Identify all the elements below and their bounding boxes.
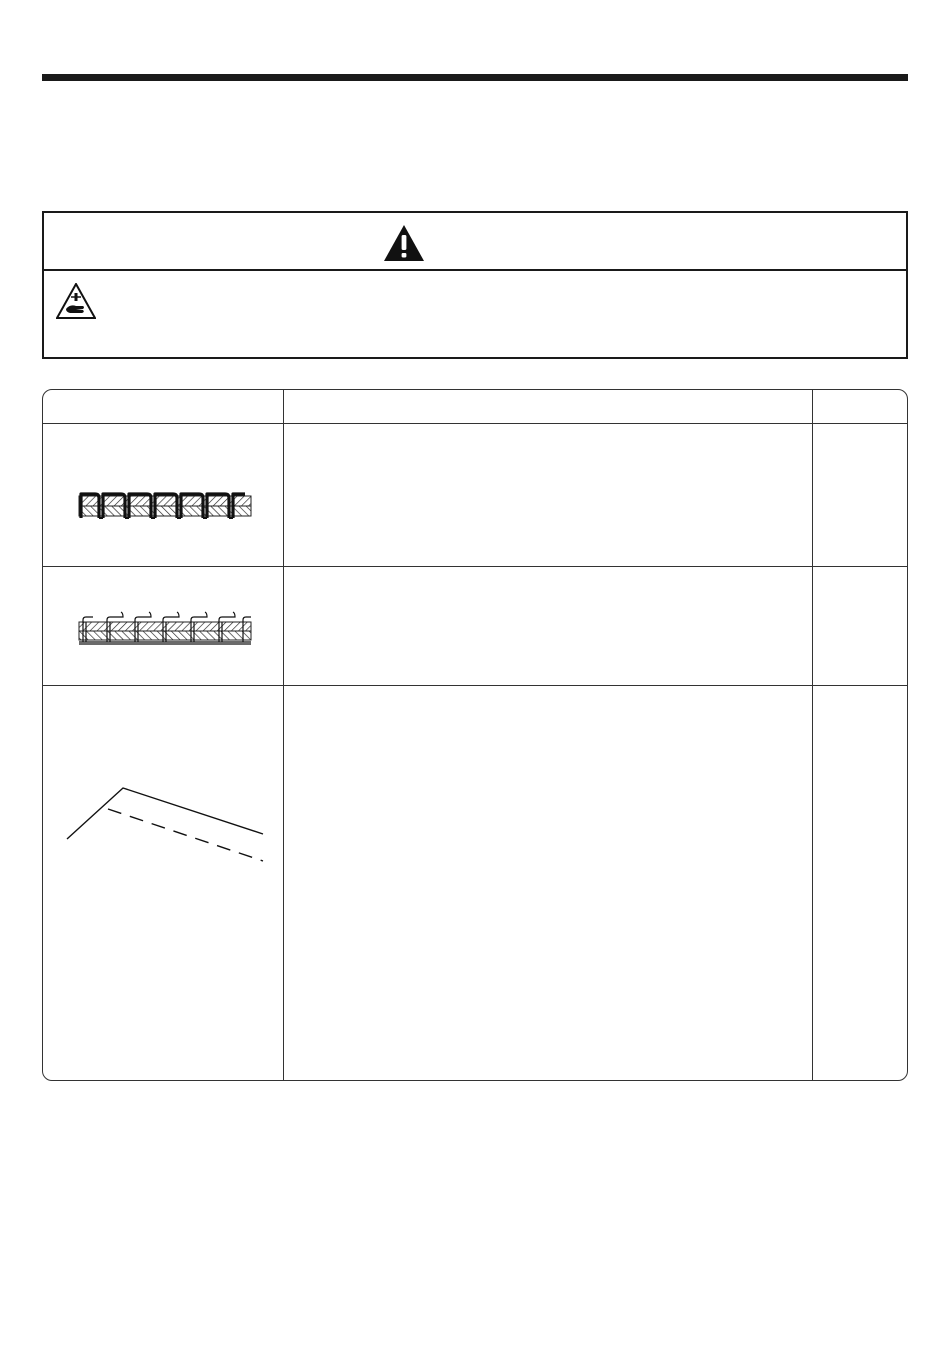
- header-cause-remedy: [284, 390, 812, 423]
- warning-triangle-icon: [383, 224, 425, 262]
- top-rule: [42, 74, 908, 81]
- page-heading: [42, 120, 908, 160]
- row-1-description: [284, 424, 812, 566]
- row-2-reference: [813, 567, 907, 685]
- troubleshooting-table: [42, 389, 908, 1081]
- warning-header: [44, 213, 906, 271]
- header-problem: [43, 390, 283, 423]
- warning-box: [42, 211, 908, 359]
- row-2-description: [284, 567, 812, 685]
- warning-body: [44, 271, 906, 357]
- row-1-reference: [813, 424, 907, 566]
- row-3-description: [284, 686, 812, 1080]
- loose-seam-stitch-illustration: [77, 608, 253, 648]
- hand-caution-icon: [56, 283, 96, 319]
- tight-seam-stitch-illustration: [77, 486, 253, 526]
- seam-line-diagram-illustration: [63, 780, 268, 870]
- header-page: [813, 390, 907, 423]
- row-3-reference: [813, 686, 907, 1080]
